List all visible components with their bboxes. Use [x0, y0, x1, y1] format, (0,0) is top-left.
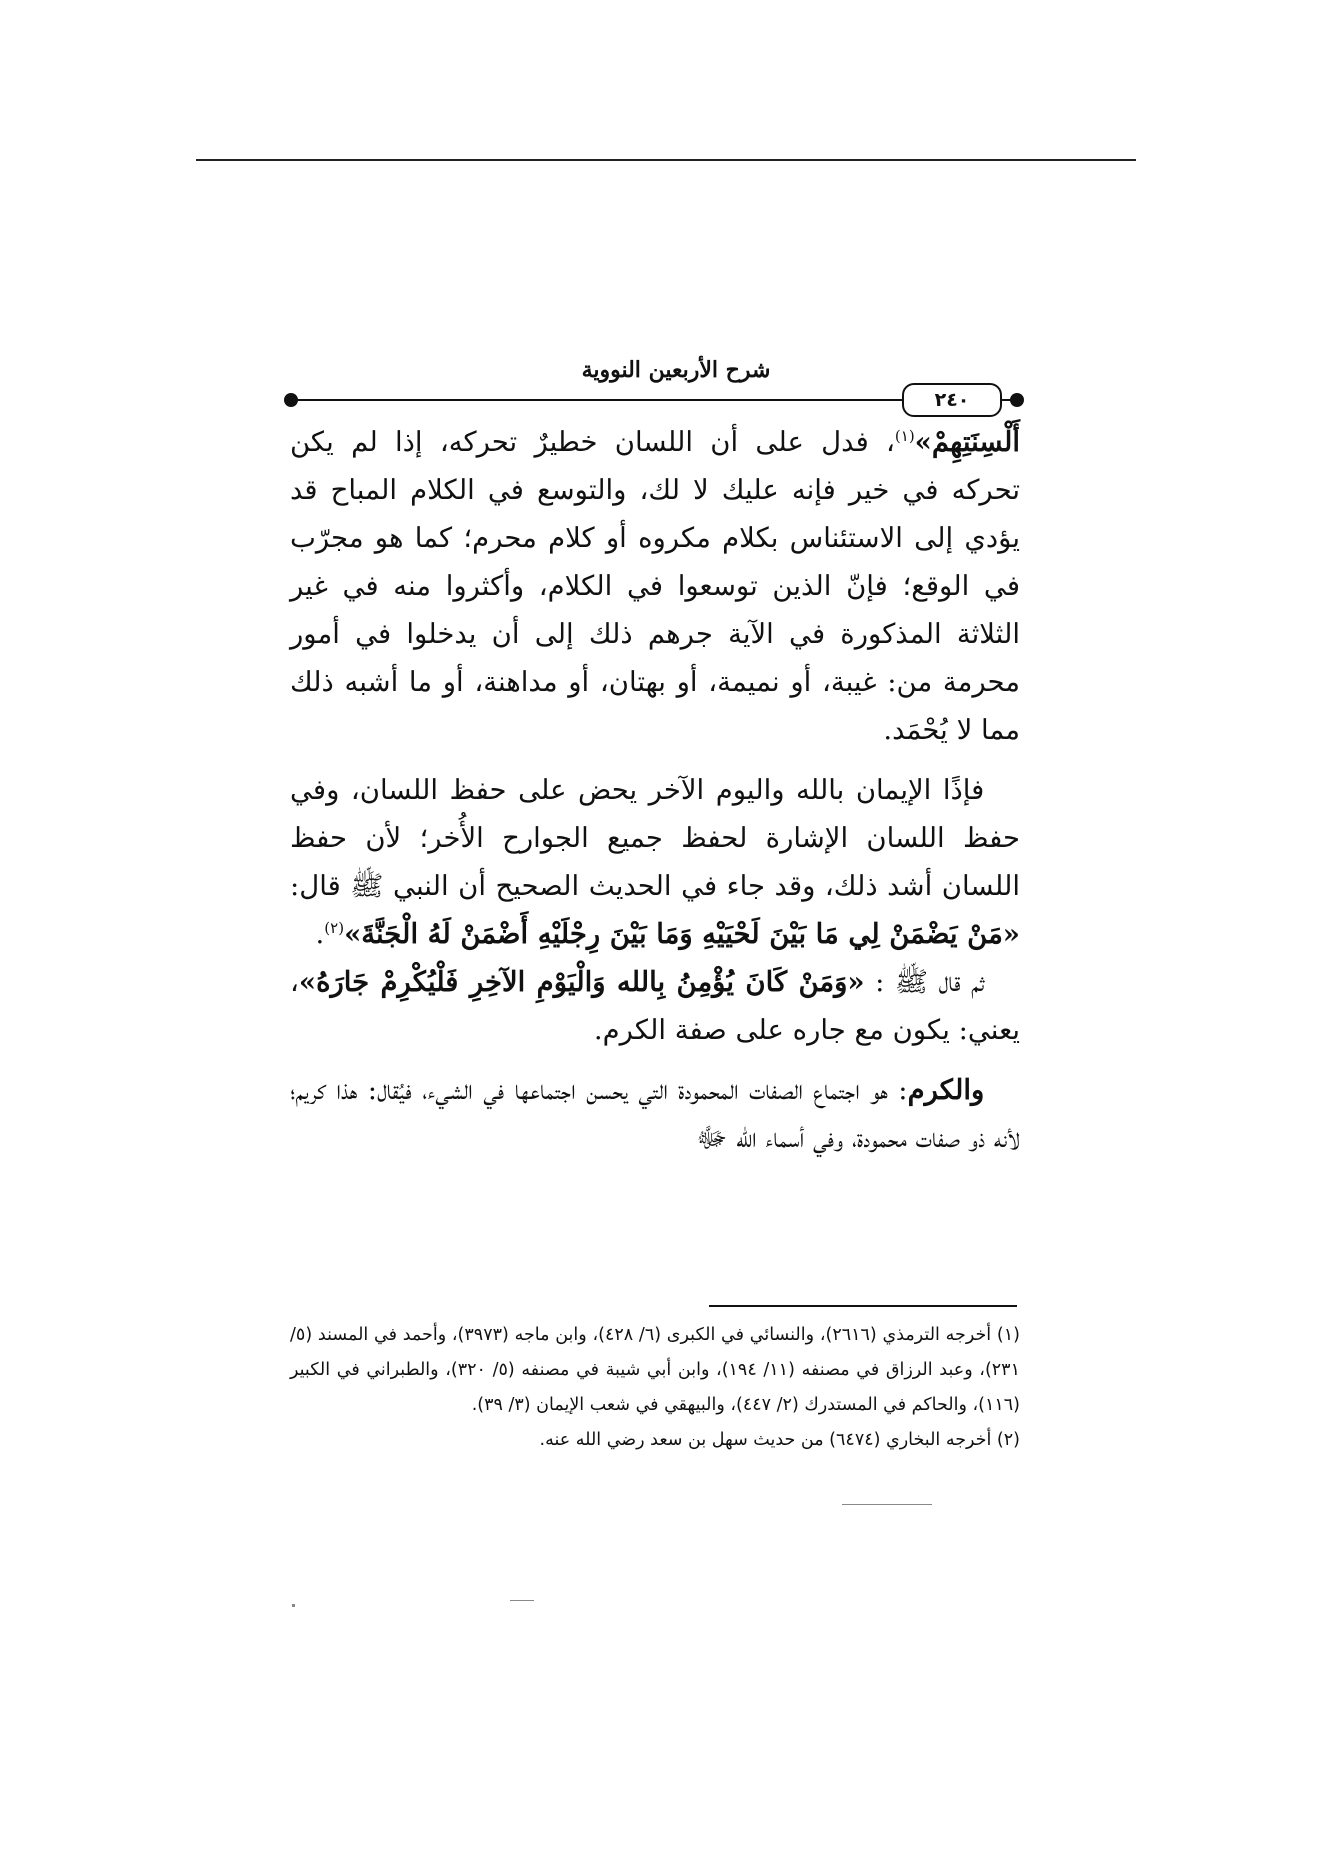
paragraph-3-rest: ، يعني: يكون مع جاره على صفة الكرم. [290, 966, 1020, 1046]
running-header [284, 355, 1024, 415]
hadith-quote-end: أَلْسِنَتِهِمْ» [914, 426, 1020, 458]
scan-speck [842, 1504, 932, 1505]
paragraph-2 [290, 766, 1020, 958]
paragraph-4-text: : هو اجتماع الصفات المحمودة التي يحسن اجتماعها في الشيء، فيُقال: هذا كريم؛ لأنه ذو صفات محمودة، وفي أسماء الله ﷻ [290, 1074, 1020, 1154]
scan-speck [292, 1604, 295, 1607]
paragraph-2-end: . [315, 918, 325, 950]
book-title: شرح الأربعين النووية [581, 357, 771, 383]
hadith-quote: «مَنْ يَضْمَنْ لِي مَا بَيْنَ لَحْيَيْهِ وَمَا بَيْنَ رِجْلَيْهِ أَضْمَنْ لَهُ الْجَنَّةَ» [344, 918, 1020, 950]
footnotes [290, 1318, 1020, 1458]
paragraph-1-text: ، فدل على أن اللسان خطيرٌ تحركه، إذا لم يكن تحركه في خير فإنه عليك لا لك، والتوسع في الكلام المباح قد يؤدي إلى الاستئناس بكلام مكروه أو كلام محرم؛ كما هو مجرّب في الوقع؛ فإنّ الذين توسعوا في الكلام، وأكثروا منه في غير الثلاثة المذكورة في الآية جرهم ذلك إلى أن يدخلوا في أمور محرمة من: غيبة، أو نميمة، أو بهتان، أو مداهنة، أو ما أشبه ذلك مما لا يُحْمَد. [290, 426, 1020, 746]
page-number: ٢٤٠ [902, 383, 1002, 417]
paragraph-3-text: ثم قال ﷺ : [864, 966, 985, 998]
top-rule [196, 159, 1136, 161]
footnote-1: (١) أخرجه الترمذي (٢٦١٦)، والنسائي في الكبرى (٦/ ٤٢٨)، وابن ماجه (٣٩٧٣)، وأحمد في المسند (٥/ ٢٣١)، وعبد الرزاق في مصنفه (١١/ ١٩٤)، وابن أبي شيبة في مصنفه (٥/ ٣٢٠)، والطبراني في الكبير (١١٦)، والحاكم في المستدرك (٢/ ٤٤٧)، والبيهقي في شعب الإيمان (٣/ ٣٩). [290, 1325, 1020, 1415]
defined-term: والكرم [907, 1074, 985, 1106]
footnote-2: (٢) أخرجه البخاري (٦٤٧٤) من حديث سهل بن سعد رضي الله عنه. [539, 1430, 1020, 1450]
header-ornament-left [284, 393, 298, 407]
main-text [290, 418, 1020, 1162]
paragraph-1 [290, 418, 1020, 754]
paragraph-2-text: فإذًا الإيمان بالله واليوم الآخر يحض على حفظ اللسان، وفي حفظ اللسان الإشارة لحفظ جميع الجوارح الأُخر؛ لأن حفظ اللسان أشد ذلك، وقد جاء في الحديث الصحيح أن النبي ﷺ قال: [290, 774, 1020, 902]
paragraph-3 [290, 958, 1020, 1054]
paragraph-4 [290, 1066, 1020, 1162]
scan-speck [510, 1600, 534, 1601]
header-ornament-right [1010, 393, 1024, 407]
footnote-ref-1: (١) [894, 426, 915, 445]
footnote-ref-2: (٢) [324, 918, 345, 937]
hadith-quote: «وَمَنْ كَانَ يُؤْمِنُ بِالله وَالْيَوْمِ الآخِرِ فَلْيُكْرِمْ جَارَهُ» [298, 966, 865, 998]
footnote-separator [709, 1305, 1017, 1307]
